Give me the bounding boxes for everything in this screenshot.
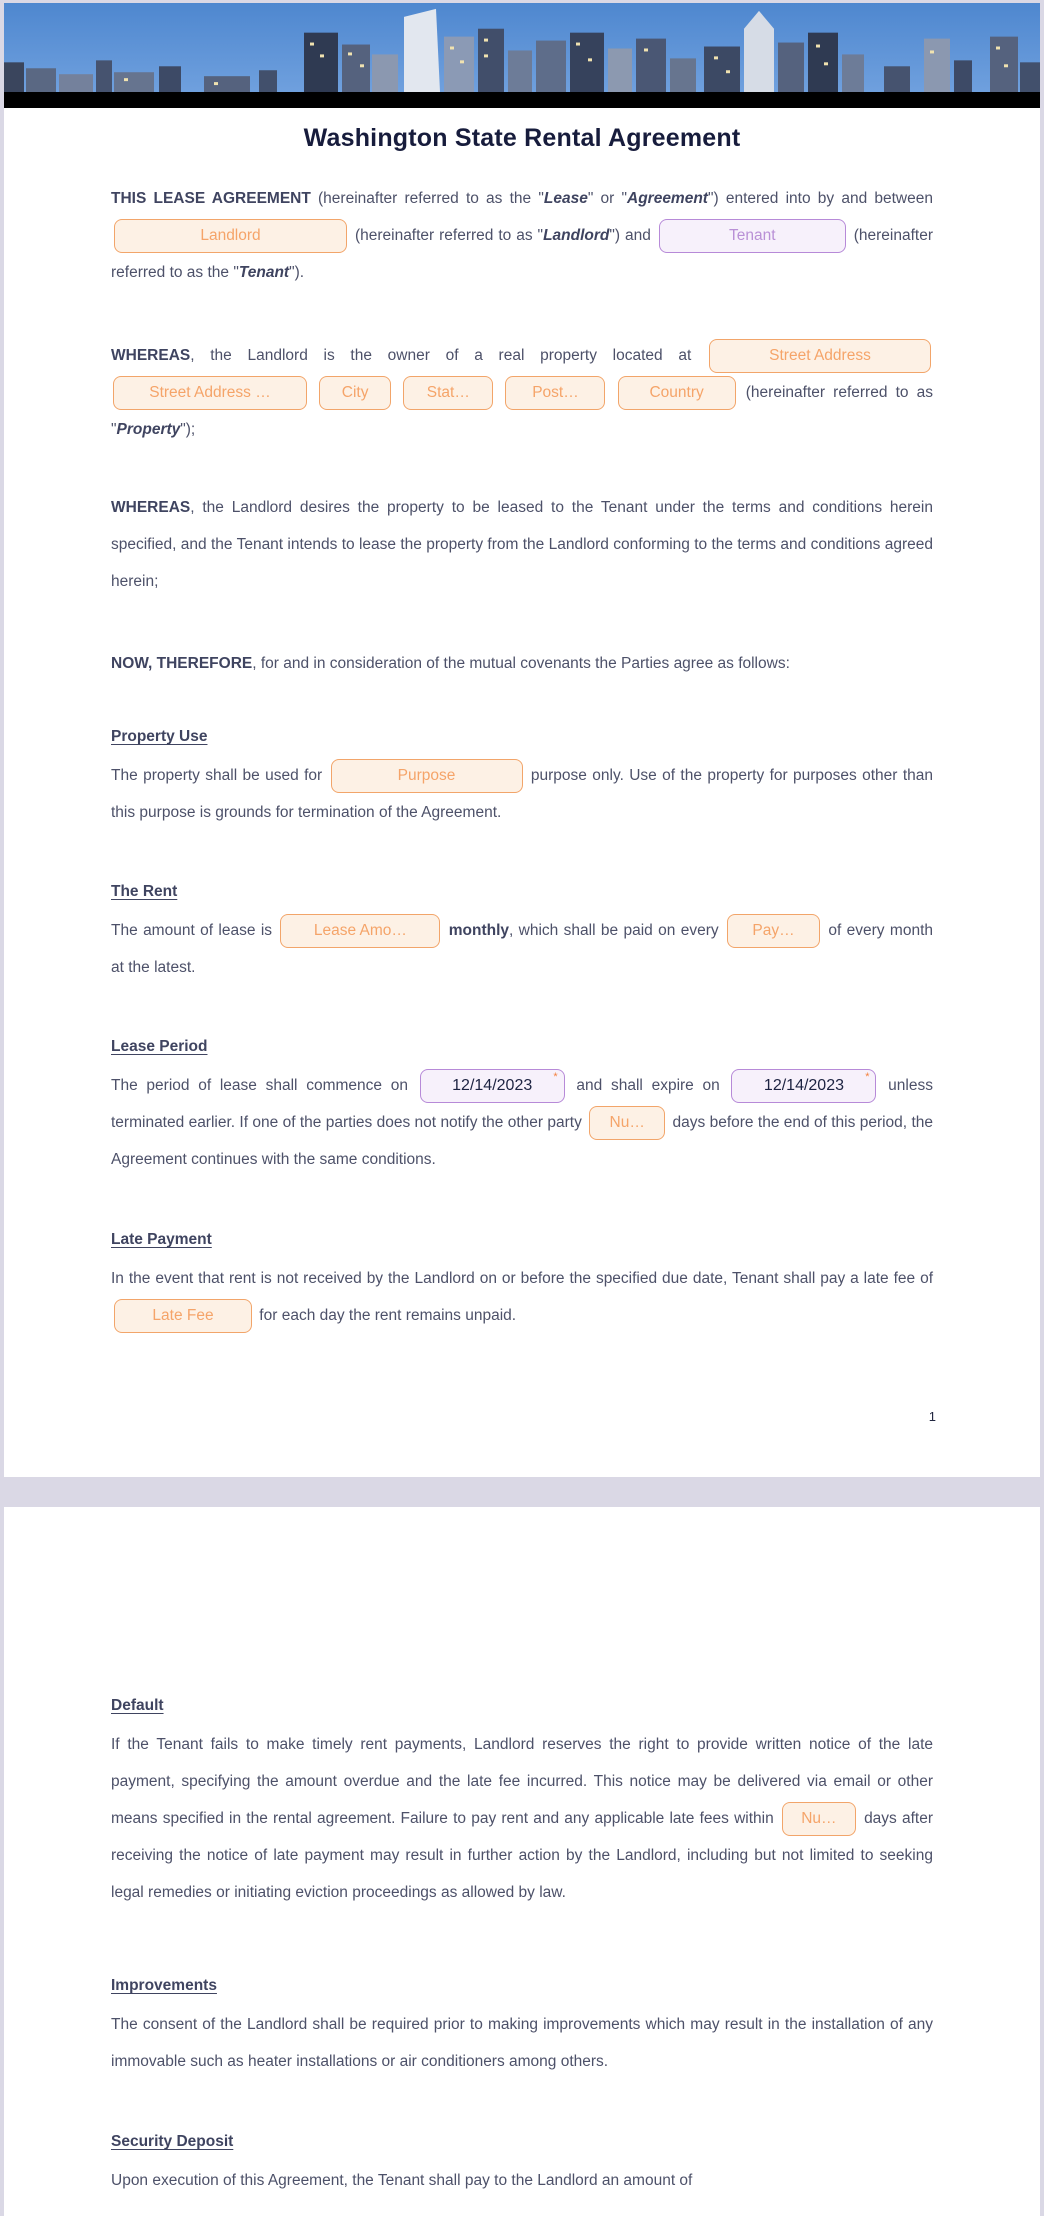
text-run: WHEREAS [111,347,191,364]
text-run: , which shall be paid on every [509,922,725,939]
text-run: NOW, THEREFORE [111,655,253,672]
default-paragraph [111,1726,933,1911]
text-run: In the event that rent is not received by the Landlord on or before the specified due date, Tenant shall pay a late fee of [111,1270,933,1287]
page-number: 1 [928,1409,936,1424]
text-run: ") and [609,227,656,244]
improvements-paragraph [111,2006,933,2080]
text-run: purpose only. Use of the property for purposes other than this purpose is grounds for termination of the Agreement. [111,767,933,821]
text-run: " or " [587,190,627,207]
expire-date-field[interactable] [731,1069,876,1103]
text-run: The amount of lease is [111,922,278,939]
street-address-line2-field[interactable]: Street Address … [113,376,307,410]
text-run: , the Landlord desires the property to be leased to the Tenant under the terms and conditions herein specified, and the Tenant intends to lease the property from the Landlord conforming to the terms and conditions agreed herein; [111,499,933,590]
page-gap [0,1477,1044,1507]
section-heading-default: Default [111,1697,164,1714]
text-run: days before the end of this period, the Agreement continues with the same conditions. [111,1114,933,1168]
term-tenant: Tenant [238,264,290,281]
notice-days-field[interactable]: Nu… [589,1106,665,1140]
the-rent-paragraph [111,912,933,986]
text-run: ") entered into by and between [707,190,933,207]
intro-paragraph [111,180,933,291]
text-run: and shall expire on [567,1077,729,1094]
lease-amount-field[interactable]: Lease Amo… [280,914,440,948]
section-heading-lease-period: Lease Period [111,1038,208,1055]
section-heading-late-payment: Late Payment [111,1231,212,1248]
text-run: "); [180,421,196,438]
term-landlord: Landlord [543,227,610,244]
late-fee-field[interactable]: Late Fee [114,1299,252,1333]
tenant-field[interactable]: Tenant [659,219,846,253]
text-run: , the Landlord is the owner of a real property located at [190,347,707,364]
text-run: "). [289,264,305,281]
required-asterisk: * [865,1070,870,1083]
text-run: (hereinafter referred to as the " [310,190,544,207]
text-run: for each day the rent remains unpaid. [255,1307,517,1324]
text-run: The consent of the Landlord shall be required prior to making improvements which may result in the installation of any immovable such as heater installations or air conditioners among others. [111,2016,933,2070]
document-page-1 [4,3,1040,1477]
security-deposit-paragraph [111,2162,933,2199]
text-run: (hereinafter referred to as the " [111,227,934,281]
text-run: If the Tenant fails to make timely rent payments, Landlord reserves the right to provide written notice of the late payment, specifying the amount overdue and the late fee incurred. This notice may be delivered via email or other means specified in the rental agreement. Failure to pay rent and any applicable late fees within [111,1736,933,1827]
text-run: monthly [448,922,510,939]
whereas-property-paragraph [111,337,933,448]
postal-code-field[interactable]: Post… [505,376,605,410]
whereas-lease-paragraph [111,489,933,600]
street-address-field[interactable]: Street Address [709,339,931,373]
term-agreement: Agreement [627,190,708,207]
property-use-paragraph [111,757,933,831]
commence-date-field[interactable] [420,1069,565,1103]
default-notice-days-field[interactable]: Nu… [782,1802,856,1836]
page-title: Washington State Rental Agreement [303,124,741,152]
section-heading-improvements: Improvements [111,1977,217,1994]
document-page-2 [4,1507,1040,2216]
text-run: WHEREAS [111,499,191,516]
section-heading-property-use: Property Use [111,728,208,745]
text-run: Upon execution of this Agreement, the Tenant shall pay to the Landlord an amount of [111,2172,693,2189]
text-run: days after receiving the notice of late payment may result in further action by the Landlord, including but not limited to seeking legal remedies or initiating eviction proceedings as allowed by law. [111,1810,933,1901]
text-run: , for and in consideration of the mutual covenants the Parties agree as follows: [252,655,790,672]
country-field[interactable]: Country [618,376,736,410]
lease-period-paragraph [111,1067,933,1178]
text-run: THIS LEASE AGREEMENT [111,190,311,207]
page1-content [4,122,1040,1334]
required-asterisk: * [553,1070,558,1083]
text-run: of every month at the latest. [111,922,933,976]
section-heading-the-rent: The Rent [111,883,178,900]
text-run: unless terminated earlier. If one of the parties does not notify the other party [111,1077,933,1131]
city-skyline-image [4,3,1040,92]
payment-day-field[interactable]: Pay… [727,914,820,948]
header-black-bar [4,92,1040,108]
landlord-field[interactable]: Landlord [114,219,347,253]
term-lease: Lease [543,190,588,207]
text-run: The property shall be used for [111,767,328,784]
section-heading-security-deposit: Security Deposit [111,2133,234,2150]
text-run: The period of lease shall commence on [111,1077,417,1094]
state-field[interactable]: Stat… [403,376,493,410]
text-run: (hereinafter referred to as " [350,227,544,244]
late-payment-paragraph [111,1260,933,1334]
text-run: (hereinafter referred to as " [111,384,934,438]
purpose-field[interactable]: Purpose [331,759,523,793]
date-value: 12/14/2023 [763,1076,844,1094]
now-therefore-paragraph [111,645,933,682]
city-field[interactable]: City [319,376,391,410]
date-value: 12/14/2023 [452,1076,533,1094]
term-property: Property [116,421,181,438]
